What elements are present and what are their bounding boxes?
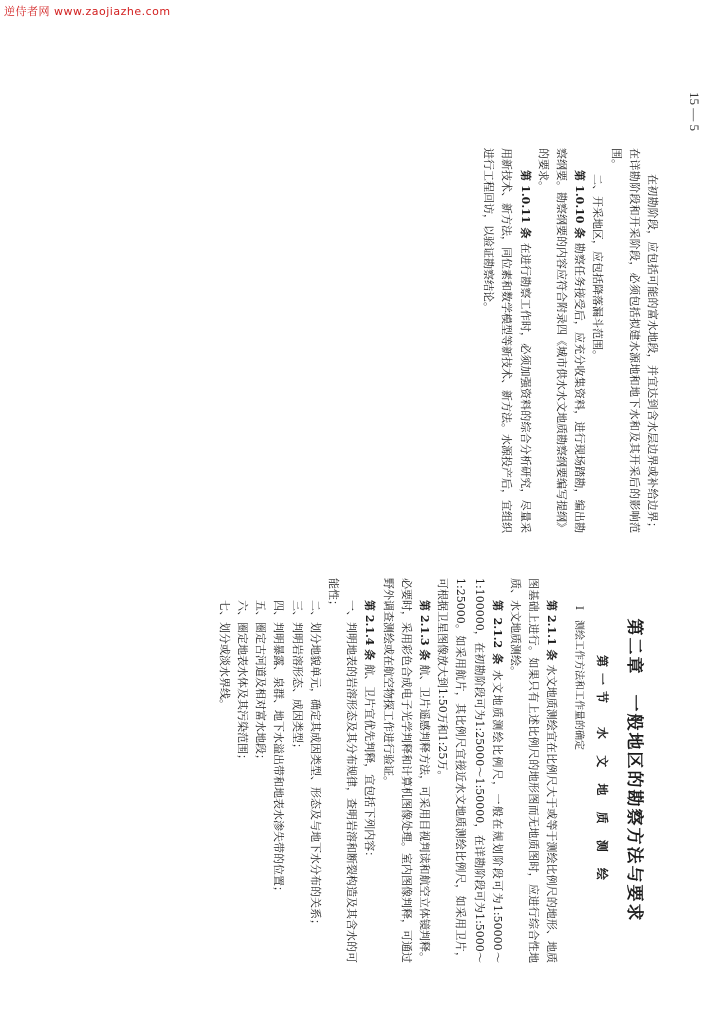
clause-paragraph: 第 2.1.1 条水文地质测绘宜在比例尺大于或等于测绘比例尺的地形、地质图基础上进行。如果只有上述比例尺的地形图而无地质图时，应进行综合性地质、水文地质测绘。 [508, 578, 559, 964]
paragraph: 在初勘阶段，应包括可能的富水地段，并宜达到含水层边界或补给边界；在详勘阶段和开采阶段，必须包括拟建水源地和地下水和及其开采后的影响范围。 [609, 148, 659, 533]
left-column [116, 148, 661, 533]
list-item: 五、圈定古河道及相对富水地段； [254, 600, 268, 765]
clause-paragraph: 第 2.1.4 条航、卫片宜优先判释，宜包括下列内容： [363, 600, 377, 863]
clause-paragraph: 第 2.1.3 条航、卫片遥感判释方法，可采用目视判读和航空立体镜判释。必要时，采用彩色合成电子光学判释和计算机图像处理。室内图像判释，可通过野外调查测绘或在航空物探工作进行验证。 [381, 578, 431, 964]
list-item: 七、划分或淡水界线。 [217, 600, 231, 710]
page-number: 15 — 5 [687, 92, 702, 131]
paragraph: 第 1.0.11 条在进行勘察工作时，必须加强资料的综合分析研究，尽量采用新技术、新方法，同位素和数学模型等新技术、新方法。水源投产后，宜组织进行工程回访，以验证勘察结论。 [482, 148, 532, 534]
list-item: 二、划分地貌单元，确定其成因类型、形态及与地下水分布的关系； [308, 600, 322, 930]
chapter-title: 第二章 一般地区的勘察方法与要求 [624, 618, 644, 923]
list-item: 三、判明岩溶形态、成因类型； [290, 600, 304, 754]
clause-paragraph: 第 2.1.2 条水文地质测绘比例尺，一般在规划阶段可为1:50000～1:100000，在初勘阶段可为1:25000～1:50000，在详勘阶段可为1:5000～1:25000。如采用航片，其比例尺宜接近水文地质测绘比例尺，如采用卫片，可根据卫星图像放大到1:50万和1:25万。 [436, 578, 504, 964]
watermark-text: 逆侍者网 www.zaojiazhe.com [4, 5, 171, 18]
subsection-title: Ⅰ 测绘工作方法和工作量的确定 [572, 606, 584, 750]
paragraph: 二、开采地区，应包括降落漏斗范围。 [591, 174, 605, 361]
list-item: 四、判明暴露、泉群、地下水溢出带和地表水渗失带的位置； [272, 600, 286, 897]
section-title: 第一节 水 文 地 质 测 绘 [594, 655, 609, 886]
right-column [116, 578, 661, 963]
paragraph: 第 1.0.10 条勘察任务接受后，应充分收集资料，进行现场踏勘，编出勘察纲要。勘察纲要的内容应符合附录四《城市供水水文地质勘察纲要编写提纲》的要求。 [536, 148, 587, 534]
list-item: 六、圈定地表水体及其污染范围； [235, 600, 249, 765]
list-item: 一、判明地表的岩溶形态及其分布规律，查明岩溶和断裂构造及其含水的可能性； [326, 578, 359, 963]
rotated-page-body [116, 148, 661, 968]
